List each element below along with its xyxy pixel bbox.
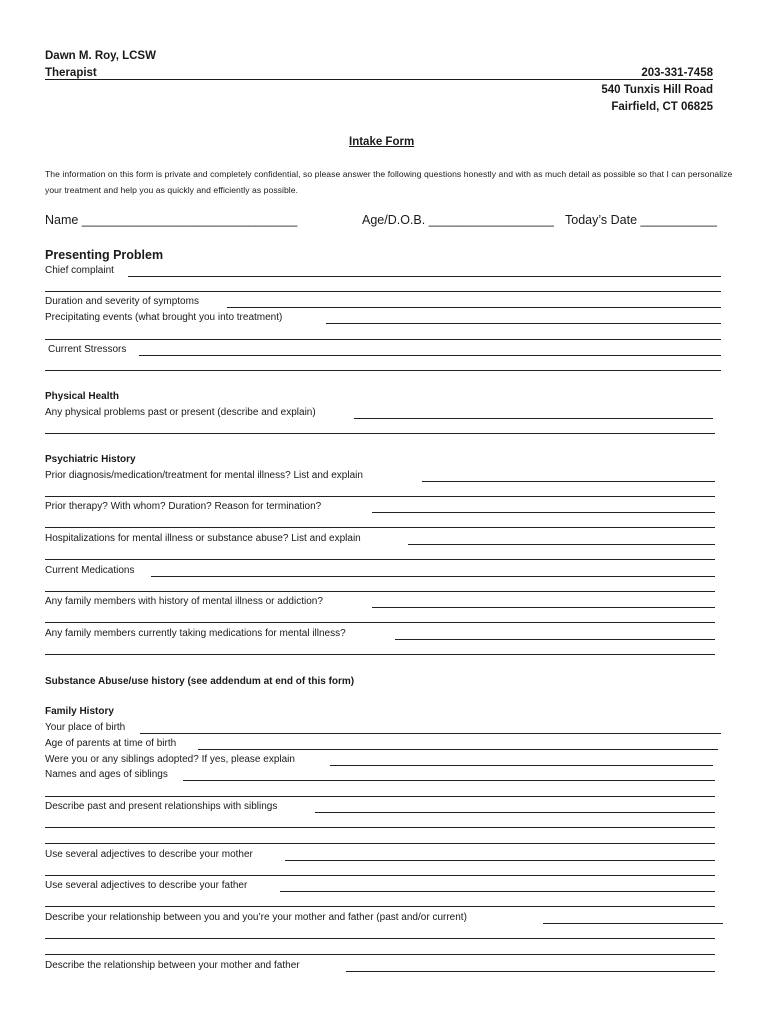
siblings-input[interactable] [183, 780, 715, 781]
family-medications-label: Any family members currently taking medications for mental illness? [45, 628, 346, 639]
address-line-1: 540 Tunxis Hill Road [601, 84, 713, 96]
prior-diagnosis-input[interactable] [422, 481, 715, 482]
name-field[interactable]: Name _______________________________ [45, 213, 298, 227]
answer-line[interactable] [45, 875, 715, 876]
stressors-input[interactable] [139, 355, 721, 356]
answer-line[interactable] [45, 954, 715, 955]
therapist-role: Therapist [45, 67, 97, 79]
address-line-2: Fairfield, CT 06825 [611, 101, 713, 113]
relationship-between-parents-label: Describe the relationship between your mother and father [45, 960, 300, 971]
duration-input[interactable] [227, 307, 721, 308]
duration-label: Duration and severity of symptoms [45, 296, 199, 307]
chief-complaint-input[interactable] [128, 276, 721, 277]
relationship-between-parents-input[interactable] [346, 971, 715, 972]
answer-line[interactable] [45, 339, 721, 340]
phone-number: 203-331-7458 [641, 67, 713, 79]
therapist-name: Dawn M. Roy, LCSW [45, 50, 156, 62]
family-mental-illness-input[interactable] [372, 607, 715, 608]
answer-line[interactable] [45, 938, 715, 939]
answer-line[interactable] [45, 496, 715, 497]
family-history-heading: Family History [45, 706, 114, 717]
birthplace-label: Your place of birth [45, 722, 126, 733]
answer-line[interactable] [45, 527, 715, 528]
answer-line[interactable] [45, 433, 715, 434]
stressors-label: Current Stressors [48, 344, 127, 355]
current-medications-input[interactable] [151, 576, 715, 577]
father-adjectives-label: Use several adjectives to describe your father [45, 880, 248, 891]
answer-line[interactable] [45, 291, 721, 292]
relationship-parents-input[interactable] [543, 923, 723, 924]
answer-line[interactable] [45, 622, 715, 623]
mother-adjectives-label: Use several adjectives to describe your mother [45, 849, 253, 860]
father-adjectives-input[interactable] [280, 891, 715, 892]
hospitalizations-label: Hospitalizations for mental illness or substance abuse? List and explain [45, 533, 361, 544]
mother-adjectives-input[interactable] [285, 860, 715, 861]
answer-line[interactable] [45, 591, 715, 592]
adopted-input[interactable] [330, 765, 713, 766]
age-dob-field[interactable]: Age/D.O.B. __________________ [362, 213, 554, 227]
presenting-problem-heading: Presenting Problem [45, 248, 164, 262]
family-medications-input[interactable] [395, 639, 715, 640]
parents-age-label: Age of parents at time of birth [45, 738, 177, 749]
precipitating-label: Precipitating events (what brought you into treatment) [45, 312, 283, 323]
substance-abuse-heading: Substance Abuse/use history (see addendum at end of this form) [45, 676, 355, 687]
answer-line[interactable] [45, 559, 715, 560]
answer-line[interactable] [45, 370, 721, 371]
prior-diagnosis-label: Prior diagnosis/medication/treatment for mental illness? List and explain [45, 470, 363, 481]
intro-paragraph: The information on this form is private and completely confidential, so please answer the following questions honestly and with as much detail as possible so that I can personalize your treatment and help you as quickly and efficiently as possible. [45, 169, 733, 195]
parents-age-input[interactable] [198, 749, 718, 750]
prior-therapy-input[interactable] [372, 512, 715, 513]
sibling-relationships-label: Describe past and present relationships with siblings [45, 801, 278, 812]
siblings-label: Names and ages of siblings [45, 769, 168, 780]
adopted-label: Were you or any siblings adopted? If yes, please explain [45, 754, 295, 765]
hospitalizations-input[interactable] [408, 544, 715, 545]
answer-line[interactable] [45, 796, 715, 797]
answer-line[interactable] [45, 906, 715, 907]
chief-complaint-label: Chief complaint [45, 265, 114, 276]
current-medications-label: Current Medications [45, 565, 135, 576]
sibling-relationships-input[interactable] [315, 812, 715, 813]
answer-line[interactable] [45, 827, 715, 828]
family-mental-illness-label: Any family members with history of mental illness or addiction? [45, 596, 323, 607]
answer-line[interactable] [45, 843, 715, 844]
birthplace-input[interactable] [140, 733, 721, 734]
physical-problems-input[interactable] [354, 418, 713, 419]
todays-date-field[interactable]: Today’s Date ___________ [565, 213, 717, 227]
physical-health-heading: Physical Health [45, 391, 119, 402]
form-title: Intake Form [349, 136, 415, 148]
psychiatric-history-heading: Psychiatric History [45, 454, 136, 465]
header-rule [45, 79, 713, 80]
answer-line[interactable] [45, 654, 715, 655]
prior-therapy-label: Prior therapy? With whom? Duration? Reason for termination? [45, 501, 322, 512]
physical-problems-label: Any physical problems past or present (describe and explain) [45, 407, 316, 418]
precipitating-input[interactable] [326, 323, 721, 324]
relationship-parents-label: Describe your relationship between you and you’re your mother and father (past and/or current) [45, 912, 467, 923]
